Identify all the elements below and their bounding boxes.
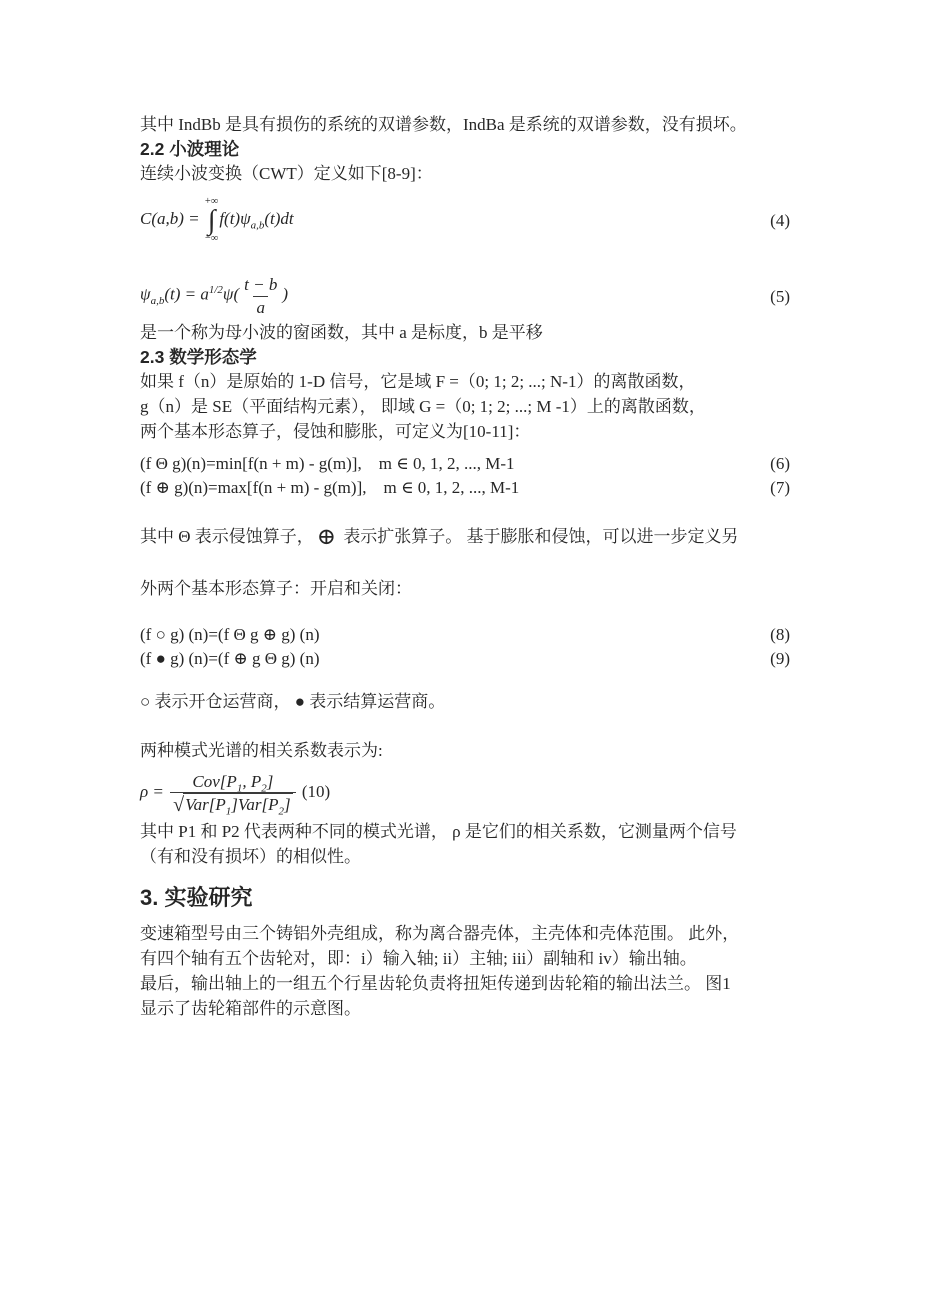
- paragraph-correlation-line1: 其中 P1 和 P2 代表两种不同的模式光谱， ρ 是它们的相关系数，它测量两个信号: [140, 822, 737, 842]
- integral-symbol: +∞ ∫ −∞: [204, 196, 219, 244]
- paragraph-mother-wavelet: 是一个称为母小波的窗函数，其中 a 是标度，b 是平移: [140, 322, 543, 342]
- paragraph-operators-line2: 外两个基本形态算子：开启和关闭：: [140, 578, 412, 598]
- paragraph-operators-line1: 其中 Θ 表示侵蚀算子， ⊕ 表示扩张算子。 基于膨胀和侵蚀，可以进一步定义另: [140, 523, 739, 549]
- equation-5-body: $\psi_{a,b}(t) = a^{1/2}\psi$( $\frac{t - b}{a}$ ): [140, 275, 289, 317]
- equation-10-number: (10): [301, 781, 331, 801]
- equation-9: [140, 647, 790, 671]
- paragraph-correlation-intro: 两种模式光谱的相关系数表示为:: [140, 740, 383, 760]
- paragraph-gearbox-line1: 变速箱型号由三个铸铝外壳组成，称为离合器壳体，主壳体和壳体范围。 此外，: [140, 924, 740, 944]
- paragraph-gearbox: [140, 921, 790, 1021]
- equation-10-body: ρ = $Cov[P_1$, $P_2$] √ $Var[P_1]Var[P_2]$ (10): [140, 771, 331, 818]
- equation-9-body: (f ● g) (n)=(f ⊕ g Θ g) (n): [140, 648, 320, 668]
- paragraph-gearbox-line4: 显示了齿轮箱部件的示意图。: [140, 999, 361, 1019]
- equation-4-number: (4): [770, 210, 790, 230]
- equation-5: [140, 274, 790, 318]
- paragraph-correlation-explanation: [140, 819, 790, 869]
- equation-4: [140, 196, 790, 244]
- equations-8-9: [140, 623, 790, 671]
- section-heading-morphology: 2.3 数学形态学: [140, 346, 257, 367]
- equation-7: [140, 476, 790, 500]
- radical-symbol: √: [173, 794, 185, 817]
- equation-10: [140, 771, 790, 816]
- fraction: $\frac{t - b}{a}$: [244, 275, 278, 317]
- section-heading-wavelet: 2.2 小波理论: [140, 139, 240, 159]
- oplus-symbol: ⊕: [316, 523, 337, 549]
- paragraph-gearbox-line2: 有四个轴有五个齿轮对，即：i）输入轴; ii）主轴; iii）副轴和 iv）输出轴。: [140, 949, 697, 969]
- fraction: $Cov[P_1$, $P_2$] √ $Var[P_1]Var[P_2]$: [170, 771, 295, 816]
- equation-4-body: C(a,b) = +∞ ∫ −∞ $f(t)\psi_{a,b}(t)dt$: [140, 196, 294, 244]
- paragraph-morphology-line3: 两个基本形态算子，侵蚀和膨胀，可定义为[10-11]：: [140, 421, 531, 441]
- paragraph-gearbox-line3: 最后，输出轴上的一组五个行星齿轮负责将扭矩传递到齿轮箱的输出法兰。 图1: [140, 974, 731, 994]
- equation-8: [140, 623, 790, 647]
- equation-7-body: (f ⊕ g)(n)=max[f(n + m) - g(m)], m ∈ 0, 1, 2, ..., M-1: [140, 477, 520, 497]
- paragraph-morphology-line2: g（n）是 SE（平面结构元素）， 即域 G =（0; 1; 2; ...; M -1）上的离散函数，: [140, 396, 706, 416]
- paragraph-open-close-operators: ○ 表示开仓运营商， ● 表示结算运营商。: [140, 691, 446, 711]
- paragraph-bispectrum: 其中 IndBb 是具有损伤的系统的双谱参数，IndBa 是系统的双谱参数，没有损坏。: [140, 115, 747, 134]
- paragraph-morphology: [140, 369, 790, 444]
- equation-5-number: (5): [770, 286, 790, 306]
- equation-6: [140, 452, 790, 476]
- equations-6-7: [140, 452, 790, 500]
- section-heading-experiment: 3. 实验研究: [140, 885, 253, 911]
- equation-6-body: (f Θ g)(n)=min[f(n + m) - g(m)], m ∈ 0, 1, 2, ..., M-1: [140, 453, 515, 473]
- equation-9-number: (9): [770, 648, 790, 668]
- equation-6-number: (6): [770, 453, 790, 473]
- paragraph-cwt-intro: 连续小波变换（CWT）定义如下[8-9]：: [140, 164, 433, 183]
- equation-8-number: (8): [770, 624, 790, 644]
- equation-7-number: (7): [770, 477, 790, 497]
- paragraph-morphology-line1: 如果 f（n）是原始的 1-D 信号，它是域 F =（0; 1; 2; ...; N-1）的离散函数，: [140, 371, 696, 391]
- paragraph-correlation-line2: （有和没有损坏）的相似性。: [140, 847, 361, 867]
- equation-8-body: (f ○ g) (n)=(f Θ g ⊕ g) (n): [140, 624, 320, 644]
